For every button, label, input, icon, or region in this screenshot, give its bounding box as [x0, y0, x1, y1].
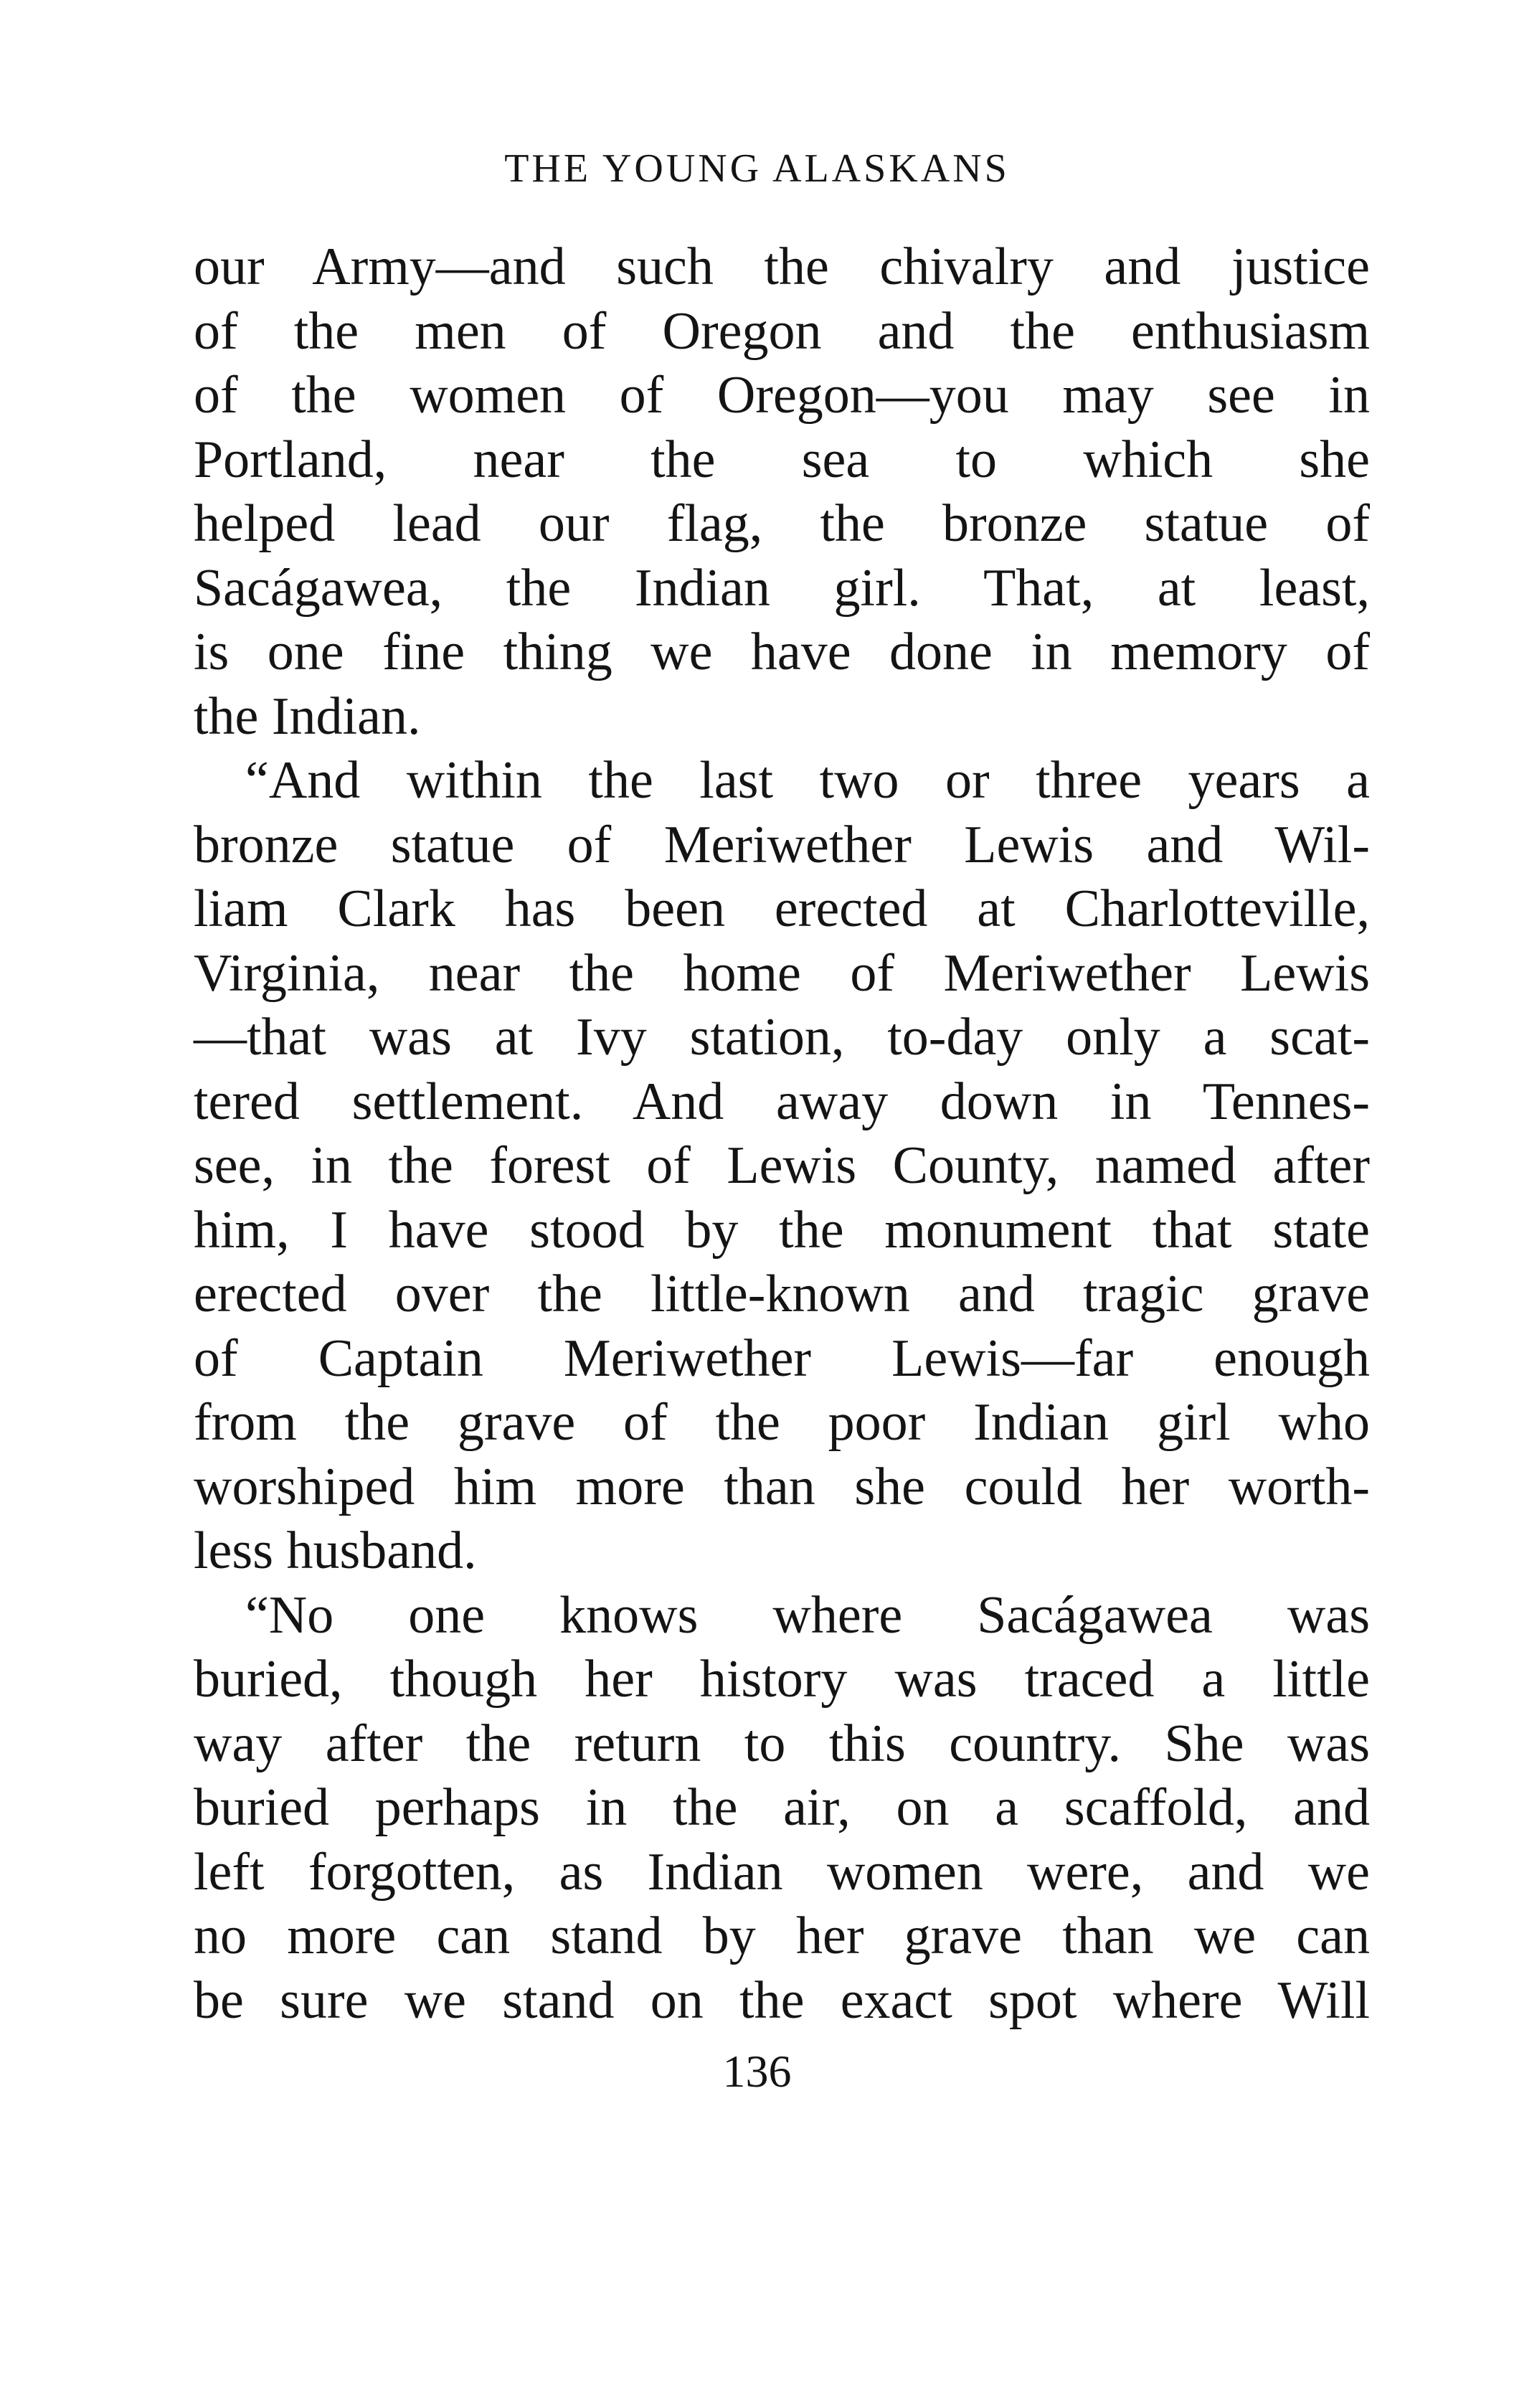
text-line: Portland, near the sea to which she [194, 430, 1370, 489]
page-number: 136 [722, 2046, 792, 2097]
text-line: liam Clark has been erected at Charlotteville, [194, 879, 1370, 938]
text-line: be sure we stand on the exact spot where Will [194, 1970, 1370, 2030]
text-line: Virginia, near the home of Meriwether Lewis [194, 943, 1370, 1003]
text-line: left forgotten, as Indian women were, and we [194, 1842, 1370, 1902]
text-line: tered settlement. And away down in Tennes- [194, 1072, 1370, 1131]
text-line: way after the return to this country. She was [194, 1714, 1370, 1773]
text-line: no more can stand by her grave than we can [194, 1907, 1370, 1965]
paragraph-2 [194, 749, 1370, 1584]
text-line: him, I have stood by the monument that state [194, 1200, 1370, 1260]
text-line: erected over the little-known and tragic grave [194, 1265, 1370, 1323]
text-line: buried, though her history was traced a little [194, 1650, 1370, 1709]
text-line: our Army—and such the chivalry and justice [194, 237, 1370, 296]
paragraph-3 [194, 1584, 1370, 2034]
text-line: of Captain Meriwether Lewis—far enough [194, 1328, 1370, 1388]
text-line: “No one knows where Sacágawea was [245, 1585, 1370, 1645]
body-text [194, 235, 1370, 2033]
text-line: “And within the last two or three years a [245, 751, 1370, 810]
text-line: Sacágawea, the Indian girl. That, at least, [194, 558, 1370, 618]
text-line: of the women of Oregon—you may see in [194, 366, 1370, 425]
text-line: is one fine thing we have done in memory of [194, 623, 1370, 681]
text-line: bronze statue of Meriwether Lewis and Wil- [194, 815, 1370, 874]
text-line: helped lead our flag, the bronze statue of [194, 494, 1370, 553]
text-line: buried perhaps in the air, on a scaffold, and [194, 1778, 1370, 1837]
text-line: worshiped him more than she could her worth- [194, 1457, 1370, 1516]
text-line: of the men of Oregon and the enthusiasm [194, 301, 1370, 361]
paragraph-1 [194, 235, 1370, 749]
text-line: from the grave of the poor Indian girl who [194, 1393, 1370, 1452]
running-head: THE YOUNG ALASKANS [504, 146, 1010, 191]
text-line: the Indian. [194, 686, 421, 746]
text-line: see, in the forest of Lewis County, named after [194, 1136, 1370, 1195]
text-line: less husband. [194, 1521, 477, 1580]
text-line: —that was at Ivy station, to-day only a scat- [194, 1008, 1370, 1067]
